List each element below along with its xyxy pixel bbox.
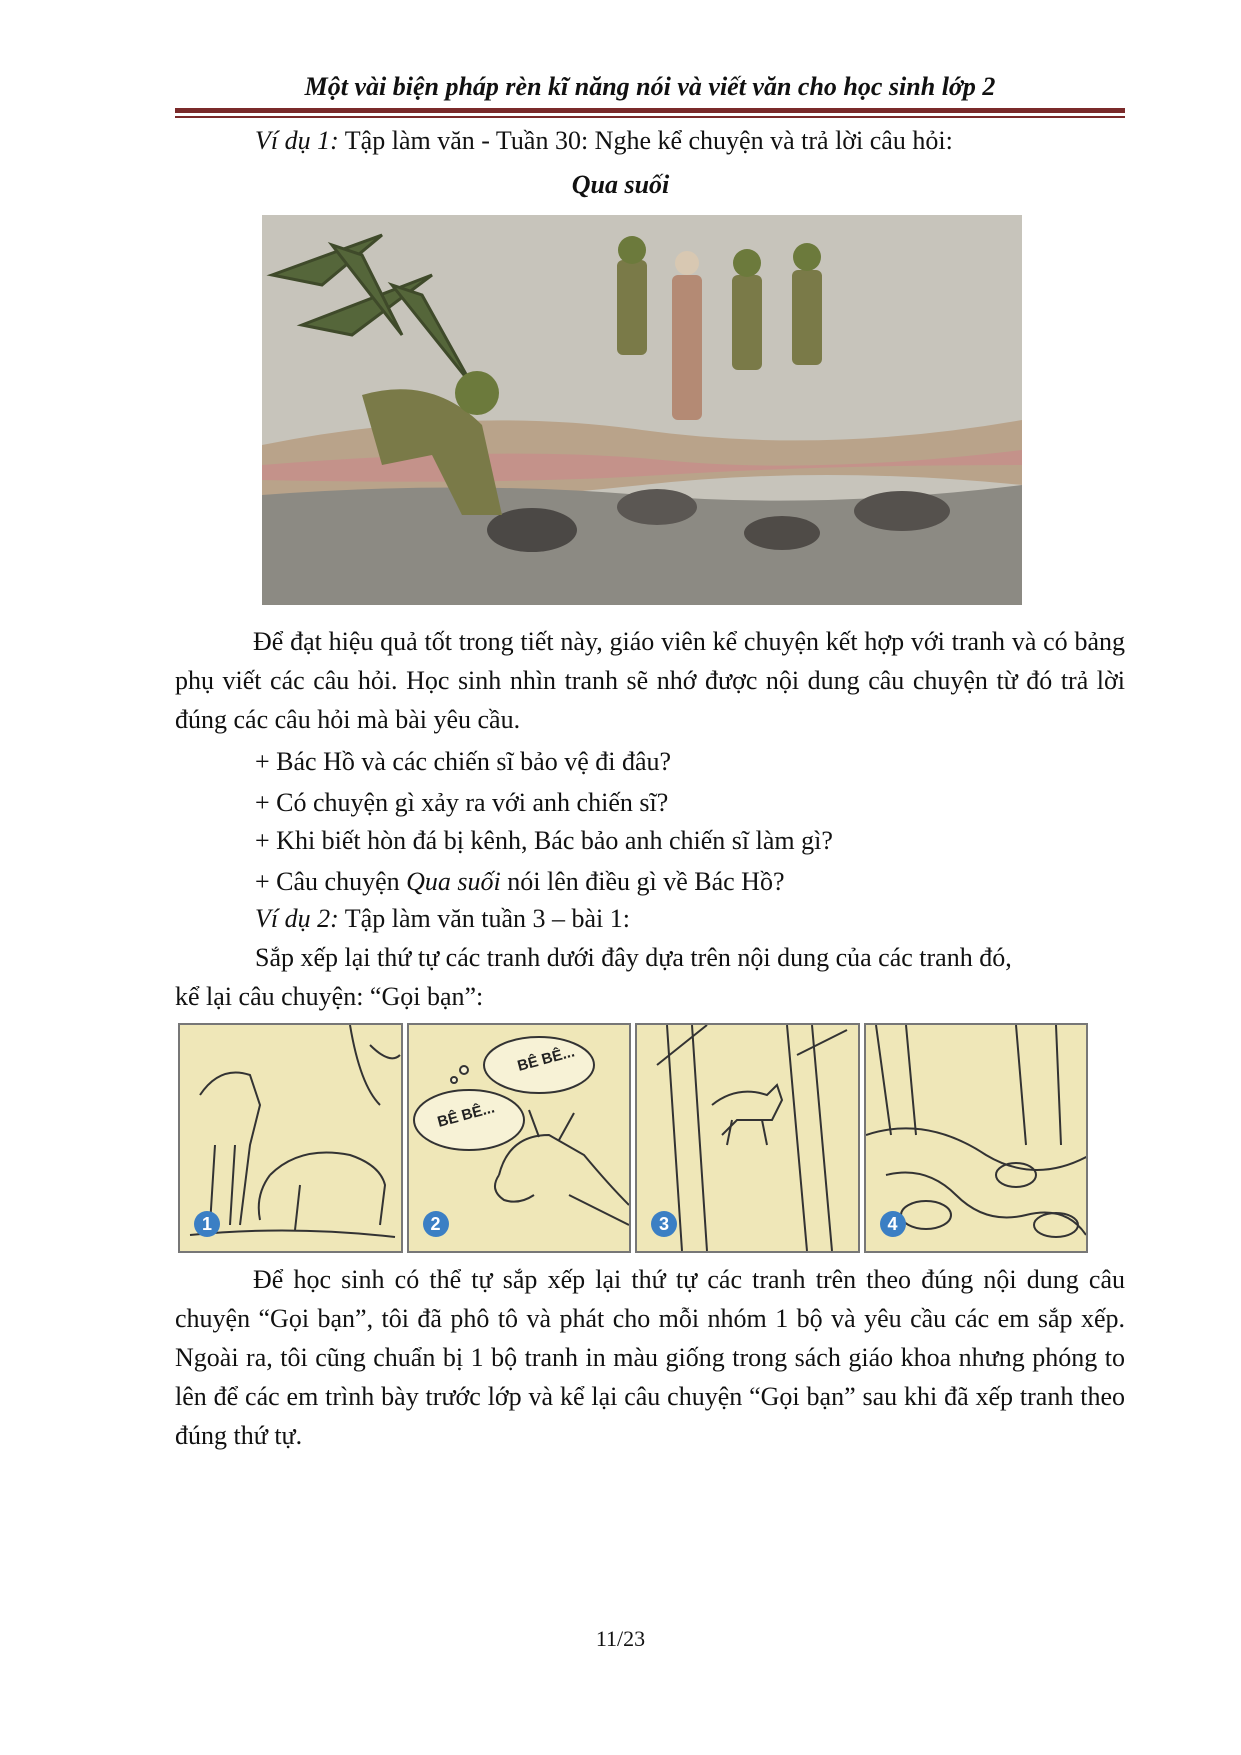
example1-heading [255,124,953,158]
example2-instruction-line1: Sắp xếp lại thứ tự các tranh dưới đây dựa trên nội dung của các tranh đó, [255,943,1012,972]
paragraph-1 [175,622,1125,739]
example1-label: Ví dụ 1: [255,126,339,155]
panel-1-number-badge: 1 [194,1211,220,1237]
bubble-2-text: BÊ BÊ... [435,1099,496,1131]
example2-text: Tập làm văn tuần 3 – bài 1: [338,904,630,933]
example2-instruction-line2: kể lại câu chuyện: “Gọi bạn”: [175,982,484,1011]
story-title: Qua suối [571,170,670,199]
page-header-title: Một vài biện pháp rèn kĩ năng nói và viết văn cho học sinh lớp 2 [304,72,996,101]
picture-panel-2 [407,1023,632,1253]
picture-strip-goi-ban [178,1023,1088,1253]
header-rule [175,108,1125,113]
example1-text: Tập làm văn - Tuần 30: Nghe kể chuyện và trả lời câu hỏi: [338,126,953,155]
page-number: 11/23 [595,1626,646,1651]
picture-panel-4 [864,1023,1089,1253]
question-4 [255,865,785,899]
question-3: + Khi biết hòn đá bị kênh, Bác bảo anh chiến sĩ làm gì? [255,826,833,855]
picture-panel-3 [635,1023,860,1253]
question-4-italic: Qua suối [406,867,501,896]
question-4-suffix: nói lên điều gì về Bác Hồ? [500,867,785,896]
example2-label: Ví dụ 2: [255,904,339,933]
paragraph-1-text: Để đạt hiệu quả tốt trong tiết này, giáo viên kể chuyện kết hợp với tranh và có bảng phụ viết các câu hỏi. Học sinh nhìn tranh sẽ nhớ được nội dung câu chuyện từ đó trả lời đúng các câu hỏi mà bài yêu cầu. [175,627,1125,734]
header-rule-thin [175,116,1125,118]
panel-3-number-badge: 3 [651,1211,677,1237]
panel-2-number-badge: 2 [423,1211,449,1237]
question-1: + Bác Hồ và các chiến sĩ bảo vệ đi đâu? [255,747,672,776]
paragraph-2-text: Để học sinh có thể tự sắp xếp lại thứ tự các tranh trên theo đúng nội dung câu chuyện “Gọi bạn”, tôi đã phô tô và phát cho mỗi nhóm 1 bộ và yêu cầu các em sắp xếp. Ngoài ra, tôi cũng chuẩn bị 1 bộ tranh in màu giống trong sách giáo khoa nhưng phóng to lên để các em trình bày trước lớp và kể lại câu chuyện “Gọi bạn” sau khi đã xếp tranh theo đúng thứ tự. [175,1265,1125,1450]
illustration-qua-suoi-drawing [262,215,1022,605]
paragraph-2 [175,1260,1125,1455]
example2-heading [255,902,630,936]
panel-4-number-badge: 4 [880,1211,906,1237]
bubble-1-text: BÊ BÊ... [515,1043,576,1075]
picture-panel-1 [178,1023,403,1253]
question-4-prefix: + Câu chuyện [255,867,407,896]
illustration-qua-suoi [262,215,1022,605]
question-2: + Có chuyện gì xảy ra với anh chiến sĩ? [255,788,669,817]
